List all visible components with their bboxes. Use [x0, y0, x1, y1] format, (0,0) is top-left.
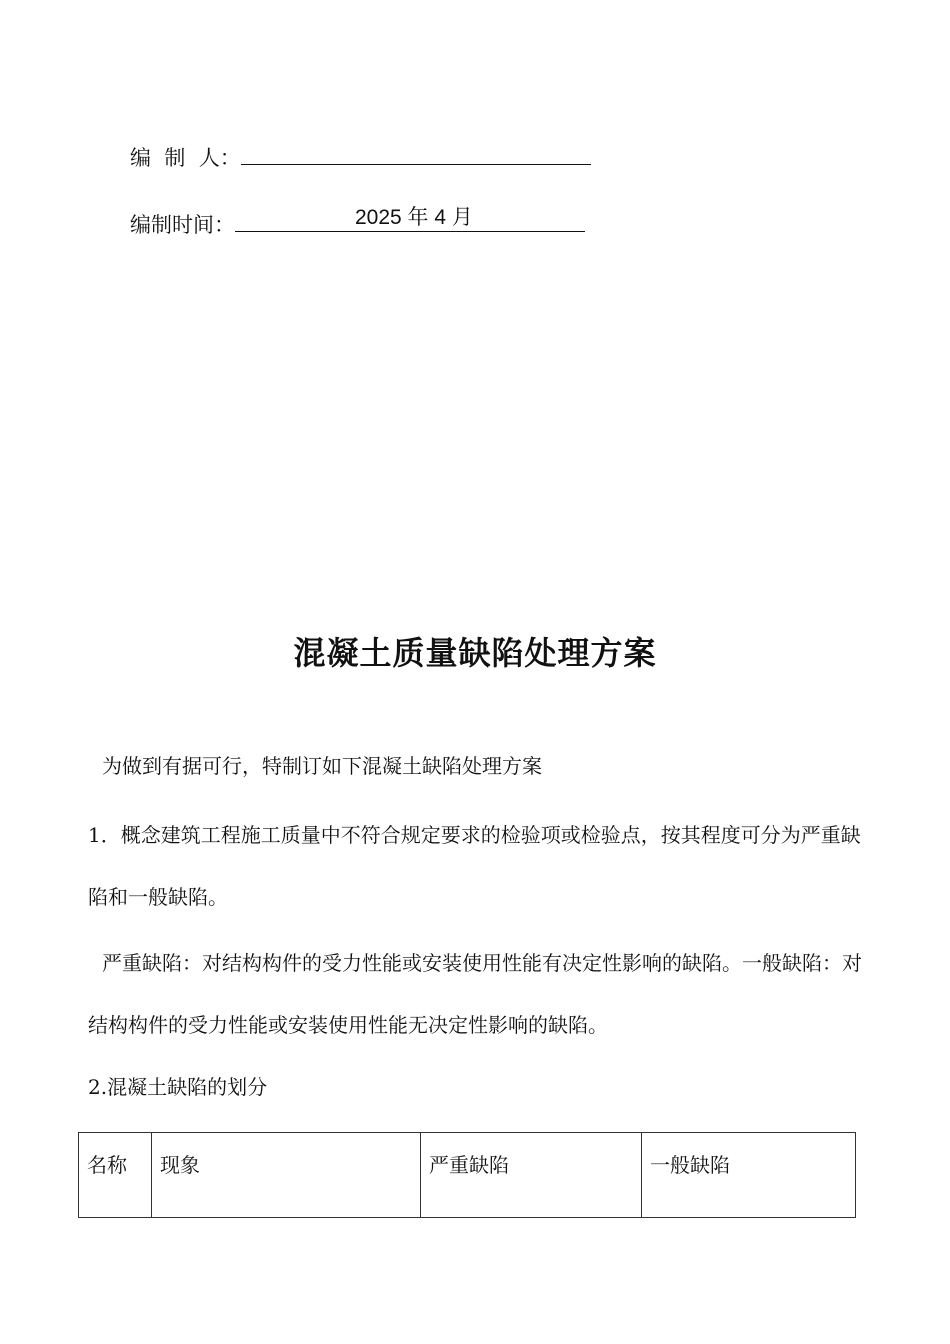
- header-general-defect: 一般缺陷: [642, 1133, 856, 1218]
- section-2-heading: 2.混凝土缺陷的划分: [88, 1075, 268, 1099]
- date-label: 编制时间：: [130, 213, 235, 237]
- header-name: 名称: [79, 1133, 152, 1218]
- compiler-label: 编 制 人：: [130, 146, 241, 170]
- defect-classification-table: [78, 1132, 856, 1218]
- header-phenomenon: 现象: [152, 1133, 421, 1218]
- section-1-paragraph: 1．概念建筑工程施工质量中不符合规定要求的检验项或检验点，按其程度可分为严重缺陷和一般缺陷。: [88, 823, 861, 909]
- intro-paragraph: 为做到有据可行，特制订如下混凝土缺陷处理方案: [102, 754, 542, 778]
- date-value: 2025 年 4 月: [355, 206, 473, 229]
- date-field: [130, 205, 585, 239]
- definitions-paragraph: 严重缺陷：对结构构件的受力性能或安装使用性能有决定性影响的缺陷。一般缺陷：对结构构件的受力性能或安装使用性能无决定性影响的缺陷。: [88, 951, 862, 1037]
- table-header-row: [79, 1133, 856, 1218]
- compiler-underline: [241, 138, 591, 165]
- compiler-field: [130, 138, 591, 172]
- header-serious-defect: 严重缺陷: [421, 1133, 642, 1218]
- date-underline: [235, 205, 585, 232]
- document-title: 混凝土质量缺陷处理方案: [293, 634, 657, 672]
